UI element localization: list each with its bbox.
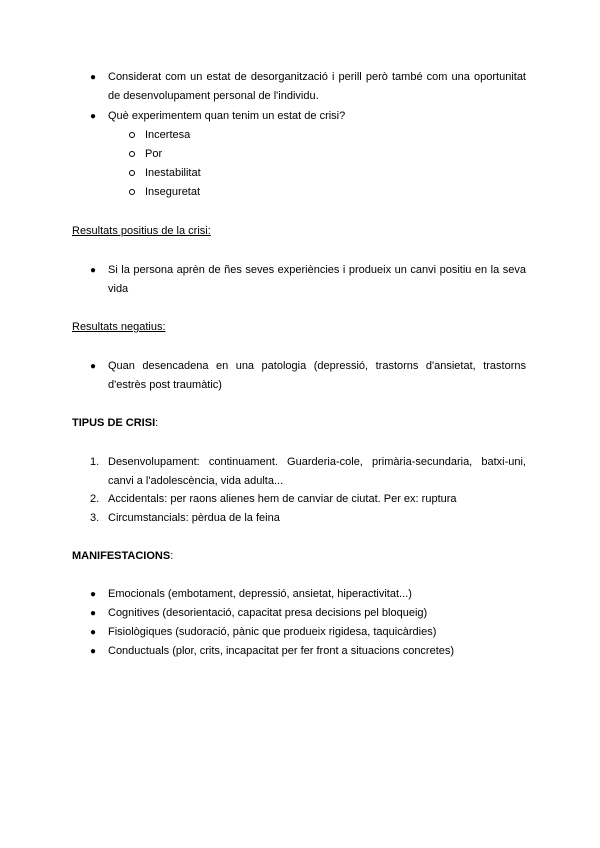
sub-bullet-4: Inseguretat <box>145 186 201 198</box>
list-number: 1. <box>90 456 100 468</box>
intro-bullet-1: Considerat com un estat de desorganització i perill però també com una oportunitat de desenvolupament personal de l'individu. <box>108 71 526 102</box>
bullet-marker: ● <box>90 72 97 83</box>
positius-heading: Resultats positius de la crisi: <box>72 225 211 237</box>
sub-bullet-3: Inestabilitat <box>145 167 201 179</box>
tipus-item-3: Circumstancials: pèrdua de la feina <box>108 512 280 524</box>
circle-bullet-marker <box>129 189 135 195</box>
list-number: 2. <box>90 493 100 505</box>
bullet-marker: ● <box>90 361 97 372</box>
bullet-marker: ● <box>90 646 97 657</box>
manifestacions-item-1: Emocionals (embotament, depressió, ansietat, hiperactivitat...) <box>108 588 412 600</box>
intro-bullet-2: Què experimentem quan tenim un estat de crisi? <box>108 110 346 122</box>
tipus-heading: TIPUS DE CRISI <box>72 417 156 429</box>
circle-bullet-marker <box>129 151 135 157</box>
tipus-heading-colon: : <box>155 417 159 429</box>
bullet-marker: ● <box>90 265 97 276</box>
manifestacions-item-3: Fisiològiques (sudoració, pànic que produeix rigidesa, taquicàrdies) <box>108 626 437 638</box>
bullet-marker: ● <box>90 608 97 619</box>
positius-bullet: Si la persona aprèn de ñes seves experiències i produeix un canvi positiu en la seva vida <box>108 264 526 295</box>
tipus-heading-line <box>72 414 158 433</box>
bullet-marker: ● <box>90 627 97 638</box>
manifestacions-heading: MANIFESTACIONS <box>72 550 171 562</box>
tipus-item-1: Desenvolupament: continuament. Guarderia-cole, primària-secundaria, batxi-uni, canvi a l'adolescència, vida adulta... <box>108 456 526 487</box>
bullet-marker: ● <box>90 589 97 600</box>
negatius-bullet: Quan desencadena en una patologia (depressió, trastorns d'ansietat, trastorns d'estrès post traumàtic) <box>108 360 526 391</box>
list-number: 3. <box>90 512 100 524</box>
negatius-heading: Resultats negatius: <box>72 321 166 333</box>
sub-bullet-1: Incertesa <box>145 129 191 141</box>
manifestacions-item-2: Cognitives (desorientació, capacitat presa decisions pel bloqueig) <box>108 607 428 619</box>
manifestacions-item-4: Conductuals (plor, crits, incapacitat per fer front a situacions concretes) <box>108 645 455 657</box>
manifestacions-heading-colon: : <box>170 550 174 562</box>
tipus-item-2: Accidentals: per raons alienes hem de canviar de ciutat. Per ex: ruptura <box>108 493 457 505</box>
circle-bullet-marker <box>129 170 135 176</box>
bullet-marker: ● <box>90 111 97 122</box>
sub-bullet-2: Por <box>145 148 163 160</box>
circle-bullet-marker <box>129 132 135 138</box>
manifestacions-heading-line <box>72 547 173 566</box>
